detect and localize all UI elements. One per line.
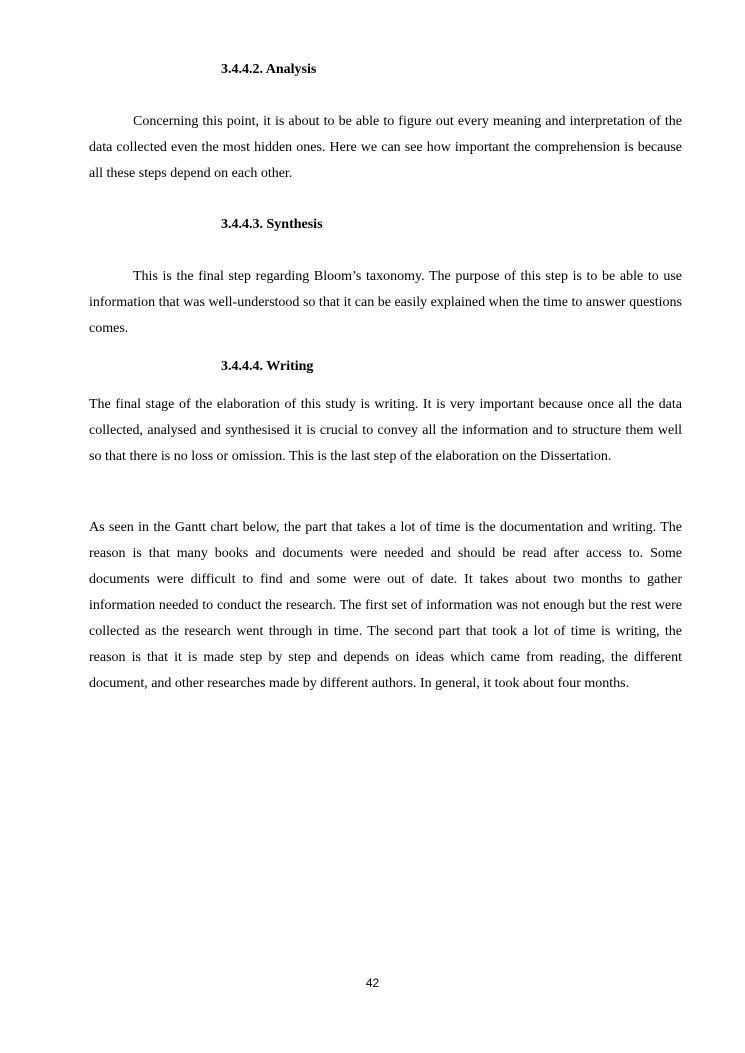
writing-heading: 3.4.4.4. Writing bbox=[221, 359, 314, 374]
analysis-paragraph: Concerning this point, it is about to be able to figure out every meaning and interpretation of the data collected even the most hidden ones. Here we can see how important the comprehension is because all these steps depend on each other. bbox=[89, 114, 682, 181]
synthesis-heading: 3.4.4.3. Synthesis bbox=[221, 217, 323, 232]
synthesis-paragraph: This is the final step regarding Bloom’s taxonomy. The purpose of this step is to be able to use information that was well-understood so that it can be easily explained when the time to answer questions comes. bbox=[89, 269, 682, 336]
page-number: 42 bbox=[365, 976, 380, 990]
analysis-heading: 3.4.4.2. Analysis bbox=[221, 62, 317, 77]
writing-paragraph-2: As seen in the Gantt chart below, the part that takes a lot of time is the documentation and writing. The reason is that many books and documents were needed and should be read after access to. Some documents were difficult to find and some were out of date. It takes about two months to gather information needed to conduct the research. The first set of information was not enough but the rest were collected as the research went through in time. The second part that took a lot of time is writing, the reason is that it is made step by step and depends on ideas which came from reading, the different document, and other researches made by different authors. In general, it took about four months. bbox=[89, 520, 682, 691]
writing-paragraph-1: The final stage of the elaboration of this study is writing. It is very important because once all the data collected, analysed and synthesised it is crucial to convey all the information and to structure them well so that there is no loss or omission. This is the last step of the elaboration on the Dissertation. bbox=[89, 397, 682, 464]
